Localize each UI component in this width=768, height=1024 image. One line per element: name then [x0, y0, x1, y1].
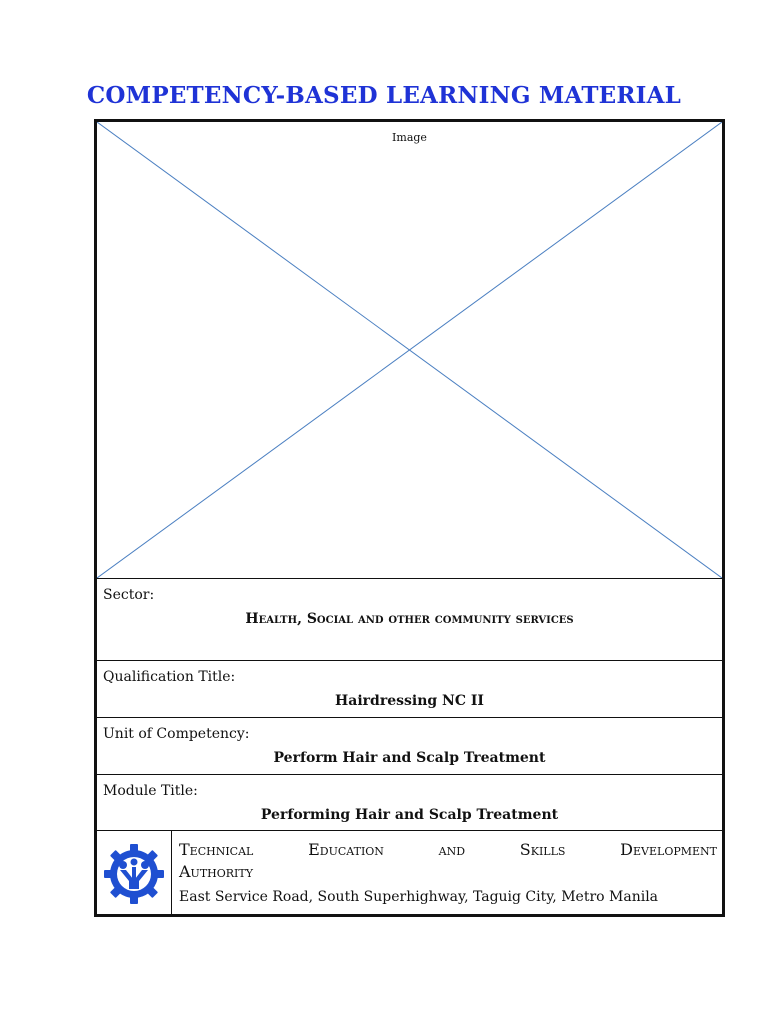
qualification-label: Qualification Title: — [103, 669, 236, 685]
unit-row — [97, 717, 722, 774]
unit-value: Perform Hair and Scalp Treatment — [273, 750, 546, 766]
module-row — [97, 774, 722, 830]
qualification-value: Hairdressing NC II — [335, 693, 484, 709]
module-label: Module Title: — [103, 783, 198, 799]
organization-address: East Service Road, South Superhighway, Taguig City, Metro Manila — [179, 889, 659, 905]
footer — [97, 830, 722, 914]
image-placeholder — [97, 122, 722, 578]
organization-name-line1: Technical Education and Skills Development — [179, 840, 717, 859]
module-value: Performing Hair and Scalp Treatment — [260, 807, 559, 823]
unit-label: Unit of Competency: — [103, 726, 250, 742]
organization-name-line2: Authority — [179, 862, 253, 881]
cover-frame — [94, 119, 725, 917]
tesda-gear-logo-icon — [103, 843, 165, 905]
sector-row — [97, 578, 722, 660]
logo-cell — [97, 831, 172, 915]
image-placeholder-cross — [97, 122, 722, 578]
qualification-row — [97, 660, 722, 717]
sector-label: Sector: — [103, 587, 155, 603]
image-placeholder-label: Image — [392, 131, 427, 144]
page-title: COMPETENCY-BASED LEARNING MATERIAL — [86, 82, 682, 109]
organization-name — [179, 839, 717, 883]
sector-value: Health, Social and other community services — [245, 611, 574, 627]
